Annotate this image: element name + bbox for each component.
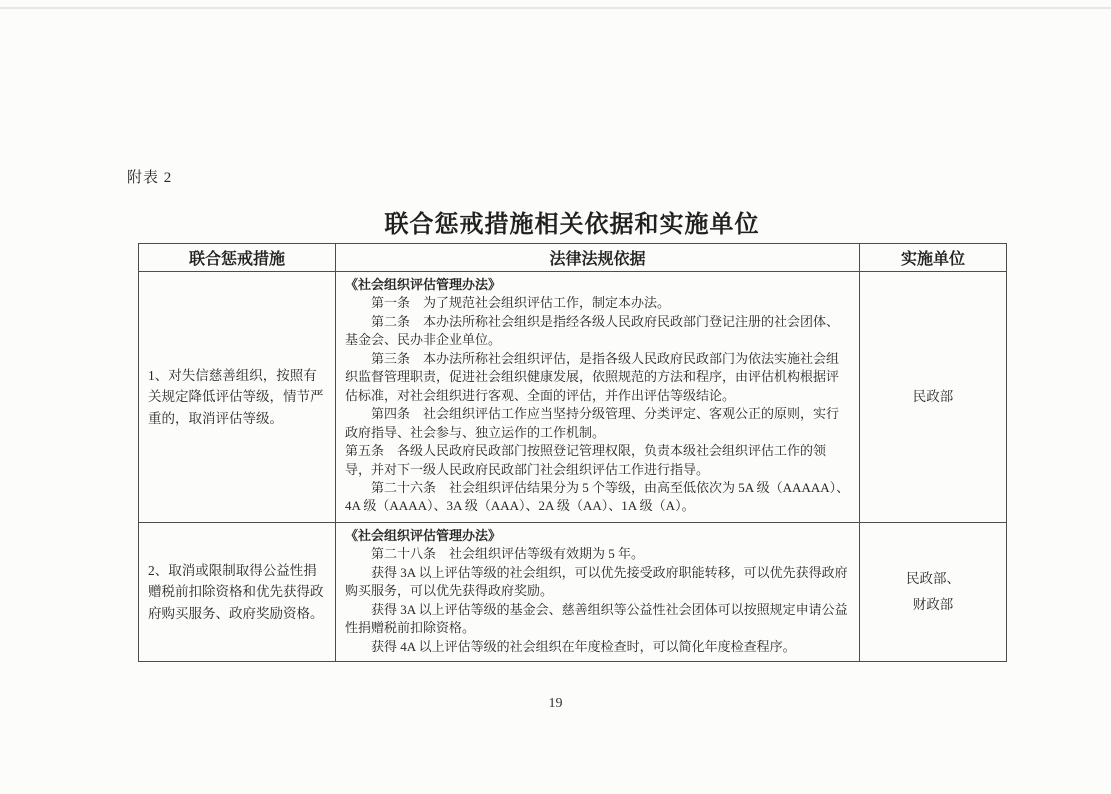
header-unit: 实施单位 [860, 244, 1007, 272]
header-measure: 联合惩戒措施 [139, 244, 336, 272]
measure-cell: 1、对失信慈善组织，按照有关规定降低评估等级，情节严重的，取消评估等级。 [139, 272, 336, 523]
regulation-clause: 获得 4A 以上评估等级的社会组织在年度检查时，可以简化年度检查程序。 [371, 638, 796, 654]
unit-cell [860, 272, 1007, 523]
legal-basis-table [138, 243, 1007, 662]
unit-line: 民政部、 [906, 571, 960, 587]
legal-basis-cell [336, 272, 860, 523]
regulation-clause: 第二十六条 社会组织评估结果分为 5 个等级，由高至低依次为 5A 级（AAAAA）、4A 级（AAAA）、3A 级（AAA）、2A 级（AA）、1A 级（A）。 [345, 479, 850, 514]
legal-basis-cell [336, 523, 860, 662]
regulation-clause: 第四条 社会组织评估工作应当坚持分级管理、分类评定、客观公正的原则，实行政府指导、社会参与、独立运作的工作机制。 [345, 406, 840, 440]
regulation-title: 《社会组织评估管理办法》 [345, 277, 502, 292]
measure-cell: 2、取消或限制取得公益性捐赠税前扣除资格和优先获得政府购买服务、政府奖励资格。 [139, 523, 336, 662]
regulation-clause: 获得 3A 以上评估等级的基金会、慈善组织等公益性社会团体可以按照规定申请公益性捐赠税前扣除资格。 [345, 601, 848, 636]
unit-cell [860, 523, 1007, 662]
attachment-label: 附表 2 [127, 170, 173, 186]
table-row [139, 523, 1007, 662]
regulation-clause: 第一条 为了规范社会组织评估工作，制定本办法。 [371, 295, 671, 311]
regulation-clause: 第二条 本办法所称社会组织是指经各级人民政府民政部门登记注册的社会团体、基金会、民办非企业单位。 [345, 313, 840, 348]
regulation-title: 《社会组织评估管理办法》 [345, 528, 502, 543]
table-row [139, 272, 1007, 523]
page-number: 19 [548, 696, 563, 711]
header-legal-basis: 法律法规依据 [336, 244, 860, 272]
regulation-clause: 第二十八条 社会组织评估等级有效期为 5 年。 [371, 546, 645, 562]
page-title: 联合惩戒措施相关依据和实施单位 [384, 212, 760, 238]
regulation-clause: 第五条 各级人民政府民政部门按照登记管理权限，负责本级社会组织评估工作的领导，并对下一级人民政府民政部门社会组织评估工作进行指导。 [345, 443, 827, 477]
unit-line: 财政部 [912, 597, 954, 613]
unit-line: 民政部 [912, 389, 954, 405]
regulation-clause: 第三条 本办法所称社会组织评估，是指各级人民政府民政部门为依法实施社会组织监督管理职责，促进社会组织健康发展，依照规范的方法和程序，由评估机构根据评估标准，对社会组织进行客观、全面的评估，并作出评估等级结论。 [345, 350, 840, 403]
scan-edge-line [0, 7, 1111, 9]
regulation-clause: 获得 3A 以上评估等级的社会组织，可以优先接受政府职能转移，可以优先获得政府购买服务，可以优先获得政府奖励。 [345, 564, 848, 599]
table-header-row [139, 244, 1007, 272]
